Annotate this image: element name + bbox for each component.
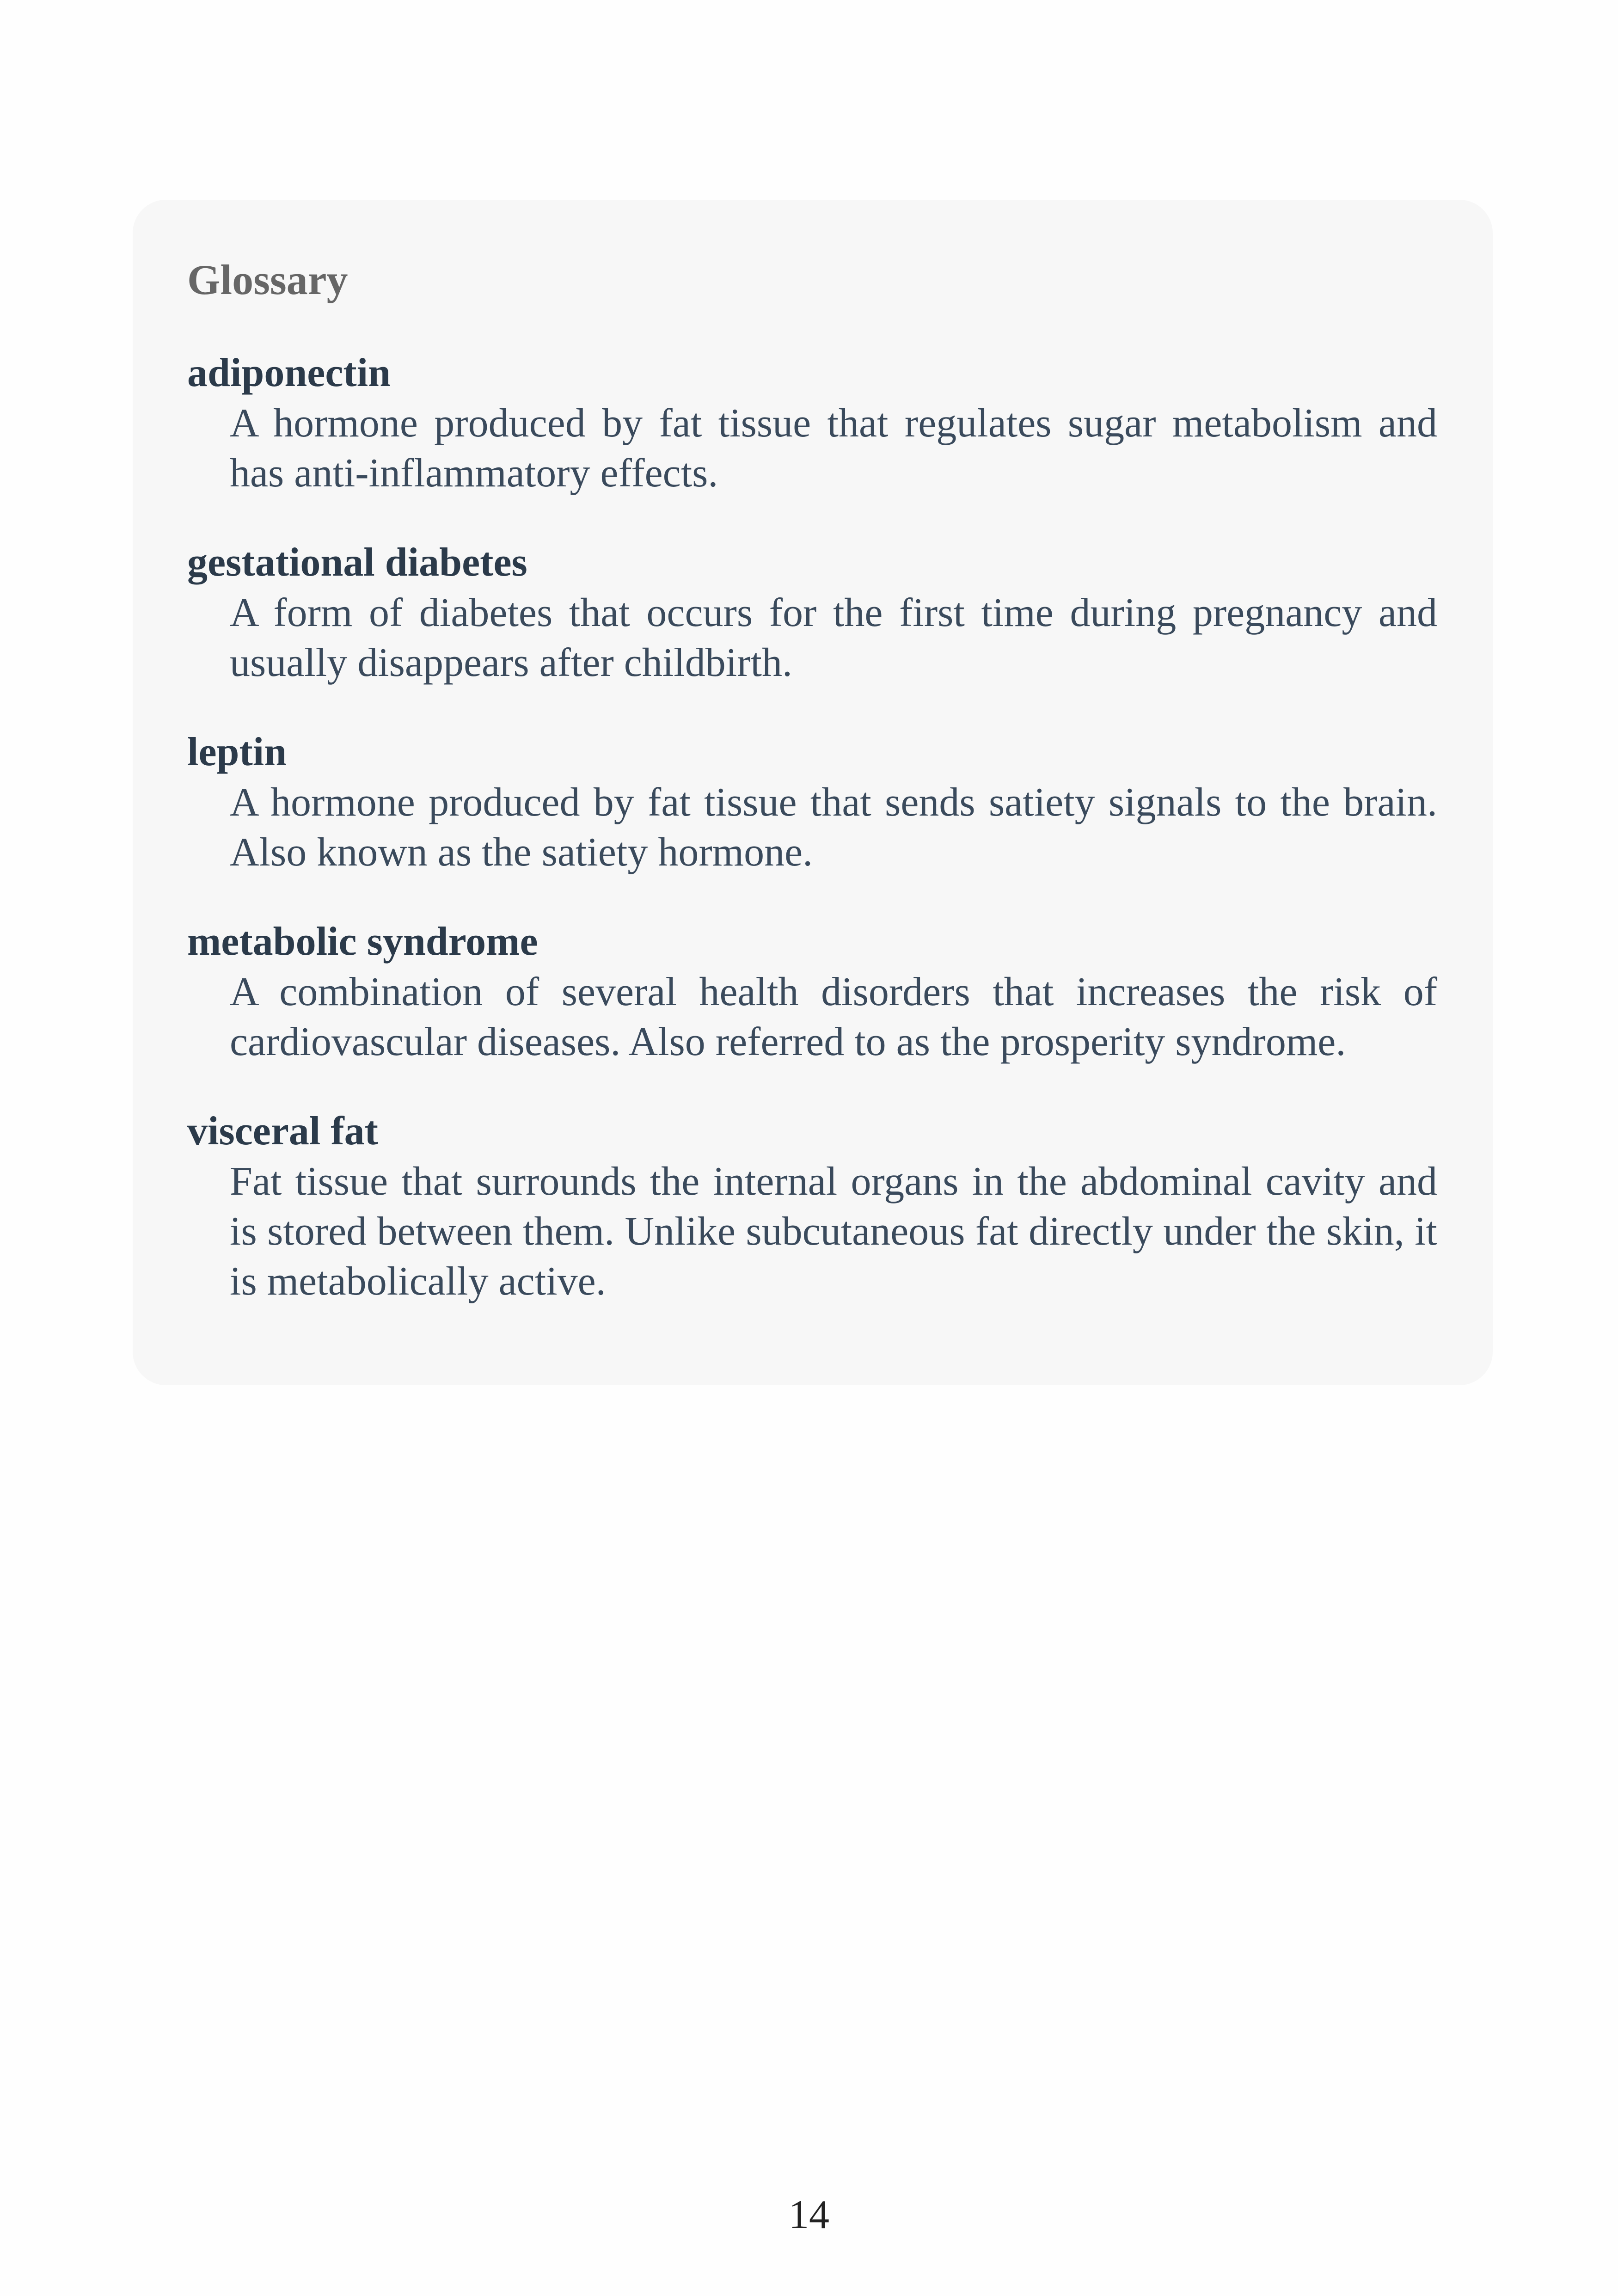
glossary-entry-adiponectin (187, 348, 1437, 498)
glossary-definition: A hormone produced by fat tissue that sends satiety signals to the brain. Also known as the satiety hormone. (230, 780, 1437, 875)
glossary-term: visceral fat (187, 1109, 378, 1154)
glossary-entry-leptin (187, 727, 1437, 878)
glossary-entry-gestational-diabetes (187, 537, 1437, 688)
glossary-term: adiponectin (187, 350, 391, 396)
glossary-term: gestational diabetes (187, 540, 527, 585)
glossary-definition: A form of diabetes that occurs for the first time during pregnancy and usually disappears after childbirth. (230, 590, 1437, 686)
glossary-definition: A hormone produced by fat tissue that regulates sugar metabolism and has anti-inflammatory effects. (230, 401, 1437, 496)
glossary-definition: Fat tissue that surrounds the internal organs in the abdominal cavity and is stored between them. Unlike subcutaneous fat directly under the skin, it is metabolically active. (230, 1159, 1437, 1304)
glossary-entry-visceral-fat (187, 1106, 1437, 1307)
glossary-title: Glossary (187, 256, 348, 303)
glossary-term: metabolic syndrome (187, 919, 538, 964)
glossary-box (133, 200, 1493, 1385)
page-number: 14 (789, 2192, 829, 2237)
glossary-entry-metabolic-syndrome (187, 916, 1437, 1067)
glossary-definition: A combination of several health disorders that increases the risk of cardiovascular diseases. Also referred to as the prosperity syndrome. (230, 970, 1437, 1065)
glossary-term: leptin (187, 730, 287, 775)
